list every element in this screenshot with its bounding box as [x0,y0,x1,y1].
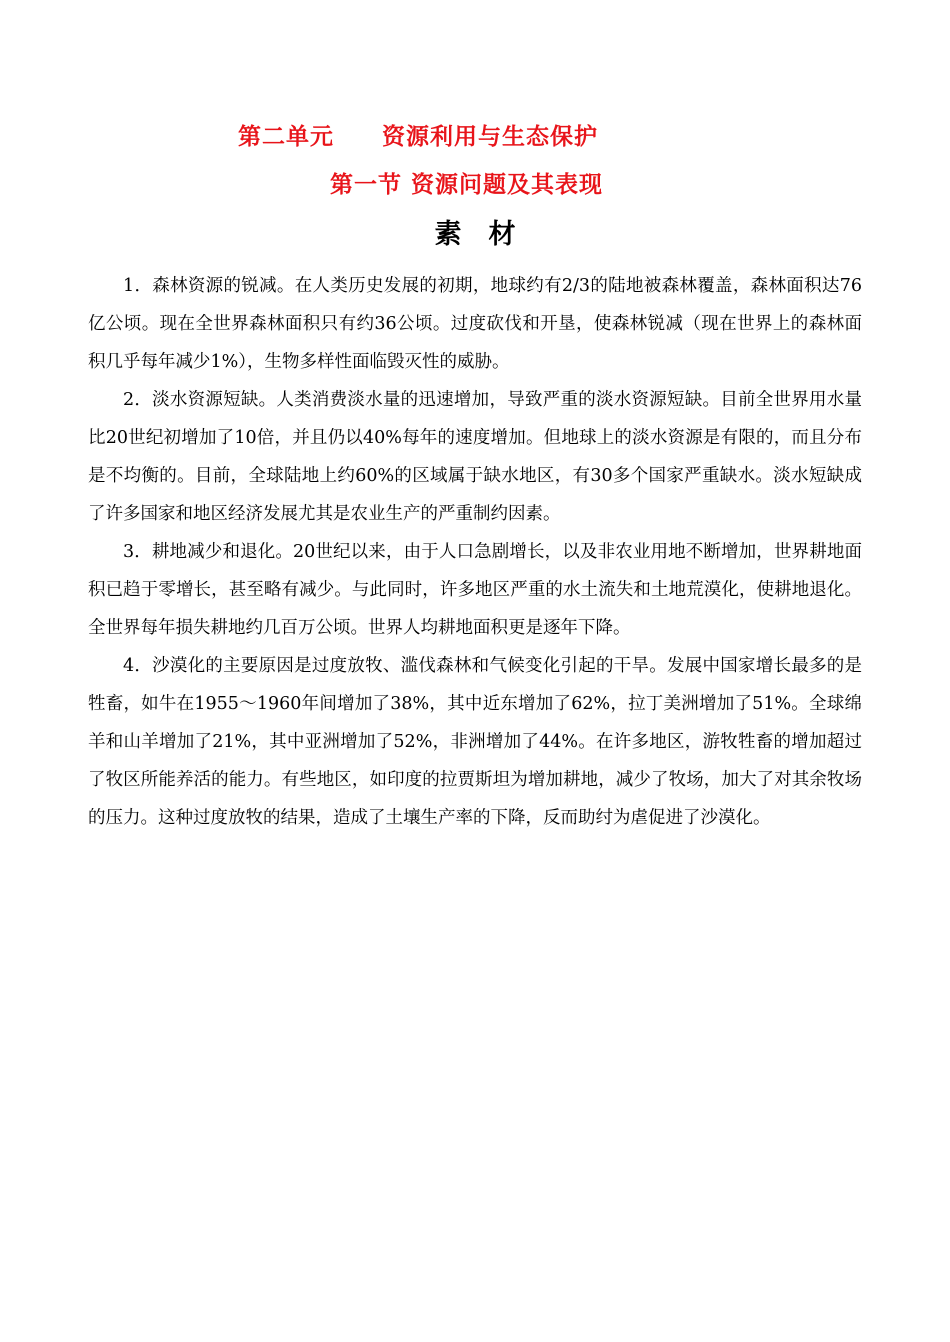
paragraph-freshwater: 2．淡水资源短缺。人类消费淡水量的迅速增加，导致严重的淡水资源短缺。目前全世界用水量比20世纪初增加了10倍，并且仍以40%每年的速度增加。但地球上的淡水资源是有限的，而且分布是不均衡的。目前，全球陆地上约60%的区域属于缺水地区，有30多个国家严重缺水。淡水短缺成了许多国家和地区经济发展尤其是农业生产的严重制约因素。 [88,390,862,524]
unit-title: 第二单元 资源利用与生态保护 [238,124,598,150]
material-heading: 素 材 [434,219,516,250]
section-title: 第一节 资源问题及其表现 [330,172,604,198]
paragraph-forest: 1．森林资源的锐减。在人类历史发展的初期，地球约有2/3的陆地被森林覆盖，森林面积达76亿公顷。现在全世界森林面积只有约36公顷。过度砍伐和开垦，使森林锐减（现在世界上的森林面积几乎每年减少1%），生物多样性面临毁灭性的威胁。 [88,276,862,372]
body-text [88,267,862,837]
paragraph-farmland: 3．耕地减少和退化。20世纪以来，由于人口急剧增长，以及非农业用地不断增加，世界耕地面积已趋于零增长，甚至略有减少。与此同时，许多地区严重的水土流失和土地荒漠化，使耕地退化。全世界每年损失耕地约几百万公顷。世界人均耕地面积更是逐年下降。 [88,542,862,638]
paragraph-desertification: 4．沙漠化的主要原因是过度放牧、滥伐森林和气候变化引起的干旱。发展中国家增长最多的是牲畜，如牛在1955～1960年间增加了38%，其中近东增加了62%，拉丁美洲增加了51%。全球绵羊和山羊增加了21%，其中亚洲增加了52%，非洲增加了44%。在许多地区，游牧牲畜的增加超过了牧区所能养活的能力。有些地区，如印度的拉贾斯坦为增加耕地，减少了牧场，加大了对其余牧场的压力。这种过度放牧的结果，造成了土壤生产率的下降，反而助纣为虐促进了沙漠化。 [88,656,862,828]
